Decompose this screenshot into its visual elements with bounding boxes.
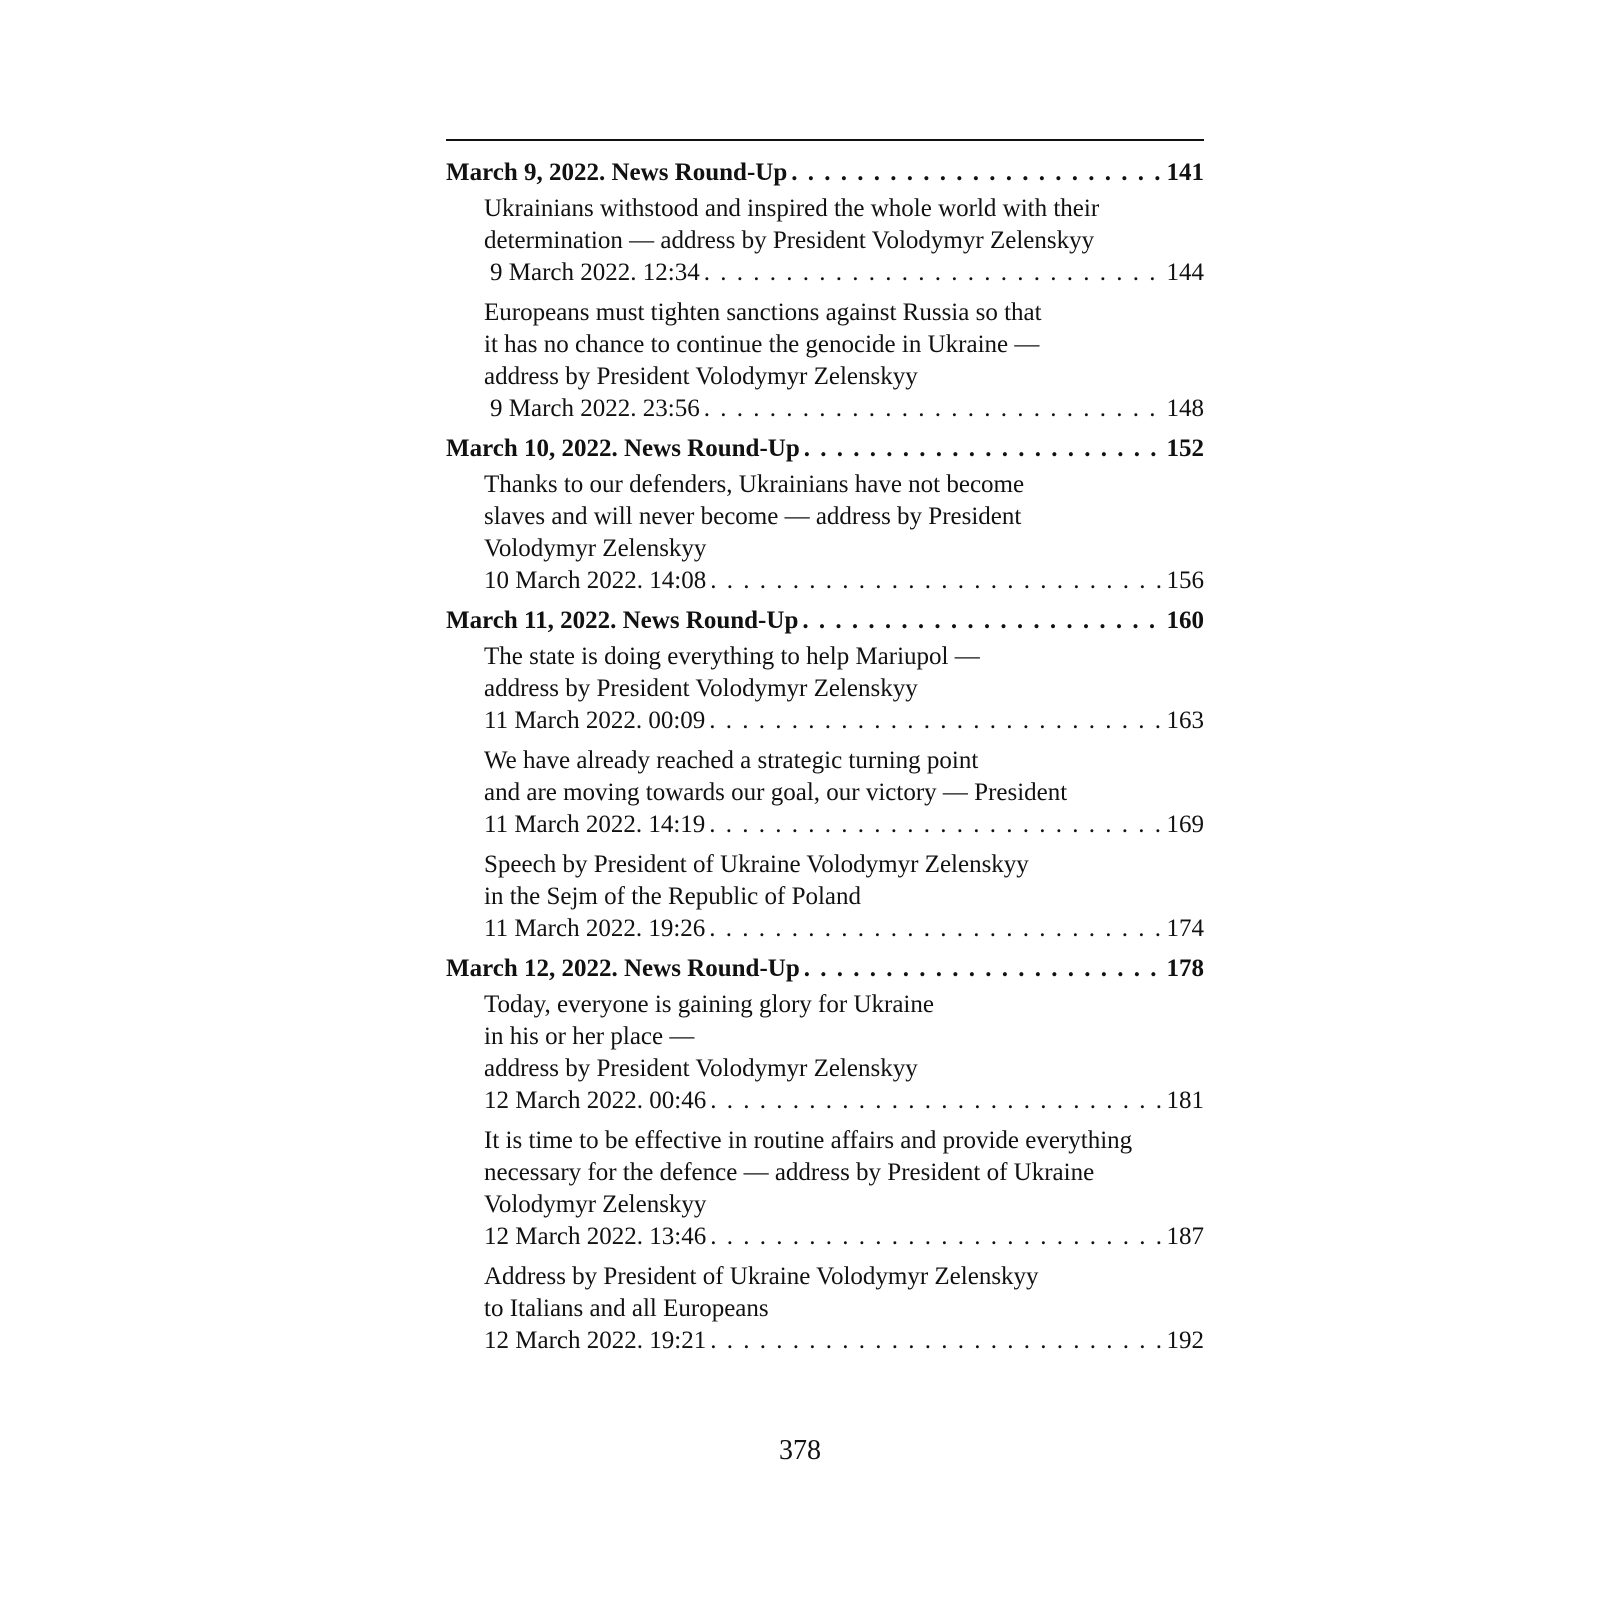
section-page-number: 178 — [1166, 955, 1204, 982]
entry-date: 9 March 2022. 23:56 — [490, 395, 700, 422]
page-number: 378 — [779, 1435, 821, 1466]
section-page-number: 160 — [1166, 607, 1204, 634]
entry-title — [484, 989, 1204, 1085]
entry-title — [484, 1125, 1204, 1221]
entry-list — [446, 641, 1204, 945]
table-of-contents-page — [446, 139, 1204, 1365]
section-heading-title: March 12, 2022. News Round-Up — [446, 955, 800, 982]
entry-page-number: 156 — [1166, 567, 1204, 594]
entry-title-line: it has no chance to continue the genocide in Ukraine — — [484, 331, 1040, 358]
dot-leader — [710, 1221, 1162, 1253]
entry-title — [484, 849, 1204, 913]
section-page-number: 152 — [1166, 435, 1204, 462]
section-heading-line — [446, 605, 1204, 637]
entry-date-line — [484, 705, 1204, 737]
entry-title — [484, 1261, 1204, 1325]
toc-entry[interactable] — [484, 193, 1204, 289]
toc-entry[interactable] — [484, 297, 1204, 425]
dot-leader — [704, 257, 1162, 289]
entry-title-line: Ukrainians withstood and inspired the whole world with their — [484, 195, 1100, 222]
section-heading[interactable] — [446, 433, 1204, 465]
dot-leader — [802, 605, 1162, 637]
entry-date: 11 March 2022. 14:19 — [484, 811, 706, 838]
entry-date-line — [484, 1085, 1204, 1117]
toc-entry[interactable] — [484, 745, 1204, 841]
entry-date-line — [484, 257, 1204, 289]
entry-title-line: It is time to be effective in routine affairs and provide everything — [484, 1127, 1133, 1154]
dot-leader — [804, 433, 1162, 465]
entry-title — [484, 641, 1204, 705]
toc-entry[interactable] — [484, 849, 1204, 945]
entry-title-line: Europeans must tighten sanctions against Russia so that — [484, 299, 1042, 326]
toc-section — [446, 157, 1204, 425]
section-heading-title: March 10, 2022. News Round-Up — [446, 435, 800, 462]
entry-date-line — [484, 565, 1204, 597]
entry-title — [484, 745, 1204, 809]
section-heading-line — [446, 433, 1204, 465]
section-heading[interactable] — [446, 953, 1204, 985]
section-page-number: 141 — [1166, 159, 1204, 186]
toc-list — [446, 157, 1204, 1357]
top-rule — [446, 139, 1204, 141]
section-heading-title: March 9, 2022. News Round-Up — [446, 159, 788, 186]
entry-title-line: Speech by President of Ukraine Volodymyr Zelenskyy — [484, 851, 1029, 878]
toc-section — [446, 953, 1204, 1357]
toc-entry[interactable] — [484, 641, 1204, 737]
dot-leader — [704, 393, 1162, 425]
dot-leader — [710, 565, 1162, 597]
entry-page-number: 187 — [1166, 1223, 1204, 1250]
entry-title-line: address by President Volodymyr Zelenskyy — [484, 675, 918, 702]
entry-title-line: address by President Volodymyr Zelenskyy — [484, 1055, 918, 1082]
entry-title-line: The state is doing everything to help Mariupol — — [484, 643, 980, 670]
entry-title — [484, 193, 1204, 257]
toc-entry[interactable] — [484, 469, 1204, 597]
entry-title — [484, 297, 1204, 393]
entry-page-number: 144 — [1166, 259, 1204, 286]
entry-list — [446, 193, 1204, 425]
entry-title-line: We have already reached a strategic turning point — [484, 747, 979, 774]
entry-date-line — [484, 1325, 1204, 1357]
entry-title-line: to Italians and all Europeans — [484, 1295, 769, 1322]
entry-page-number: 181 — [1166, 1087, 1204, 1114]
entry-date: 12 March 2022. 13:46 — [484, 1223, 707, 1250]
dot-leader — [710, 1325, 1162, 1357]
toc-entry[interactable] — [484, 1261, 1204, 1357]
toc-entry[interactable] — [484, 1125, 1204, 1253]
entry-title-line: Volodymyr Zelenskyy — [484, 1191, 707, 1218]
section-heading-title: March 11, 2022. News Round-Up — [446, 607, 799, 634]
section-heading[interactable] — [446, 157, 1204, 189]
toc-section — [446, 605, 1204, 945]
toc-section — [446, 433, 1204, 597]
entry-date: 12 March 2022. 00:46 — [484, 1087, 707, 1114]
dot-leader — [791, 157, 1162, 189]
entry-title-line: slaves and will never become — address by President — [484, 503, 1022, 530]
entry-title-line: Volodymyr Zelenskyy — [484, 535, 707, 562]
entry-title-line: Address by President of Ukraine Volodymyr Zelenskyy — [484, 1263, 1039, 1290]
entry-date: 9 March 2022. 12:34 — [490, 259, 700, 286]
entry-title-line: determination — address by President Volodymyr Zelenskyy — [484, 227, 1095, 254]
entry-page-number: 169 — [1166, 811, 1204, 838]
entry-title-line: address by President Volodymyr Zelenskyy — [484, 363, 918, 390]
entry-list — [446, 989, 1204, 1357]
entry-date-line — [484, 1221, 1204, 1253]
section-heading[interactable] — [446, 605, 1204, 637]
entry-date: 11 March 2022. 00:09 — [484, 707, 706, 734]
section-heading-line — [446, 157, 1204, 189]
entry-title-line: in his or her place — — [484, 1023, 695, 1050]
entry-title-line: Today, everyone is gaining glory for Ukraine — [484, 991, 934, 1018]
entry-title-line: and are moving towards our goal, our victory — President — [484, 779, 1068, 806]
dot-leader — [710, 1085, 1162, 1117]
entry-title — [484, 469, 1204, 565]
entry-title-line: in the Sejm of the Republic of Poland — [484, 883, 862, 910]
dot-leader — [804, 953, 1162, 985]
dot-leader — [709, 809, 1162, 841]
dot-leader — [709, 913, 1162, 945]
entry-date: 11 March 2022. 19:26 — [484, 915, 706, 942]
entry-title-line: Thanks to our defenders, Ukrainians have not become — [484, 471, 1025, 498]
entry-list — [446, 469, 1204, 597]
dot-leader — [709, 705, 1162, 737]
entry-page-number: 192 — [1166, 1327, 1204, 1354]
entry-date-line — [484, 913, 1204, 945]
entry-page-number: 148 — [1166, 395, 1204, 422]
entry-page-number: 163 — [1166, 707, 1204, 734]
entry-page-number: 174 — [1166, 915, 1204, 942]
entry-date-line — [484, 393, 1204, 425]
entry-date: 12 March 2022. 19:21 — [484, 1327, 707, 1354]
entry-date: 10 March 2022. 14:08 — [484, 567, 707, 594]
toc-entry[interactable] — [484, 989, 1204, 1117]
entry-date-line — [484, 809, 1204, 841]
entry-title-line: necessary for the defence — address by President of Ukraine — [484, 1159, 1095, 1186]
section-heading-line — [446, 953, 1204, 985]
